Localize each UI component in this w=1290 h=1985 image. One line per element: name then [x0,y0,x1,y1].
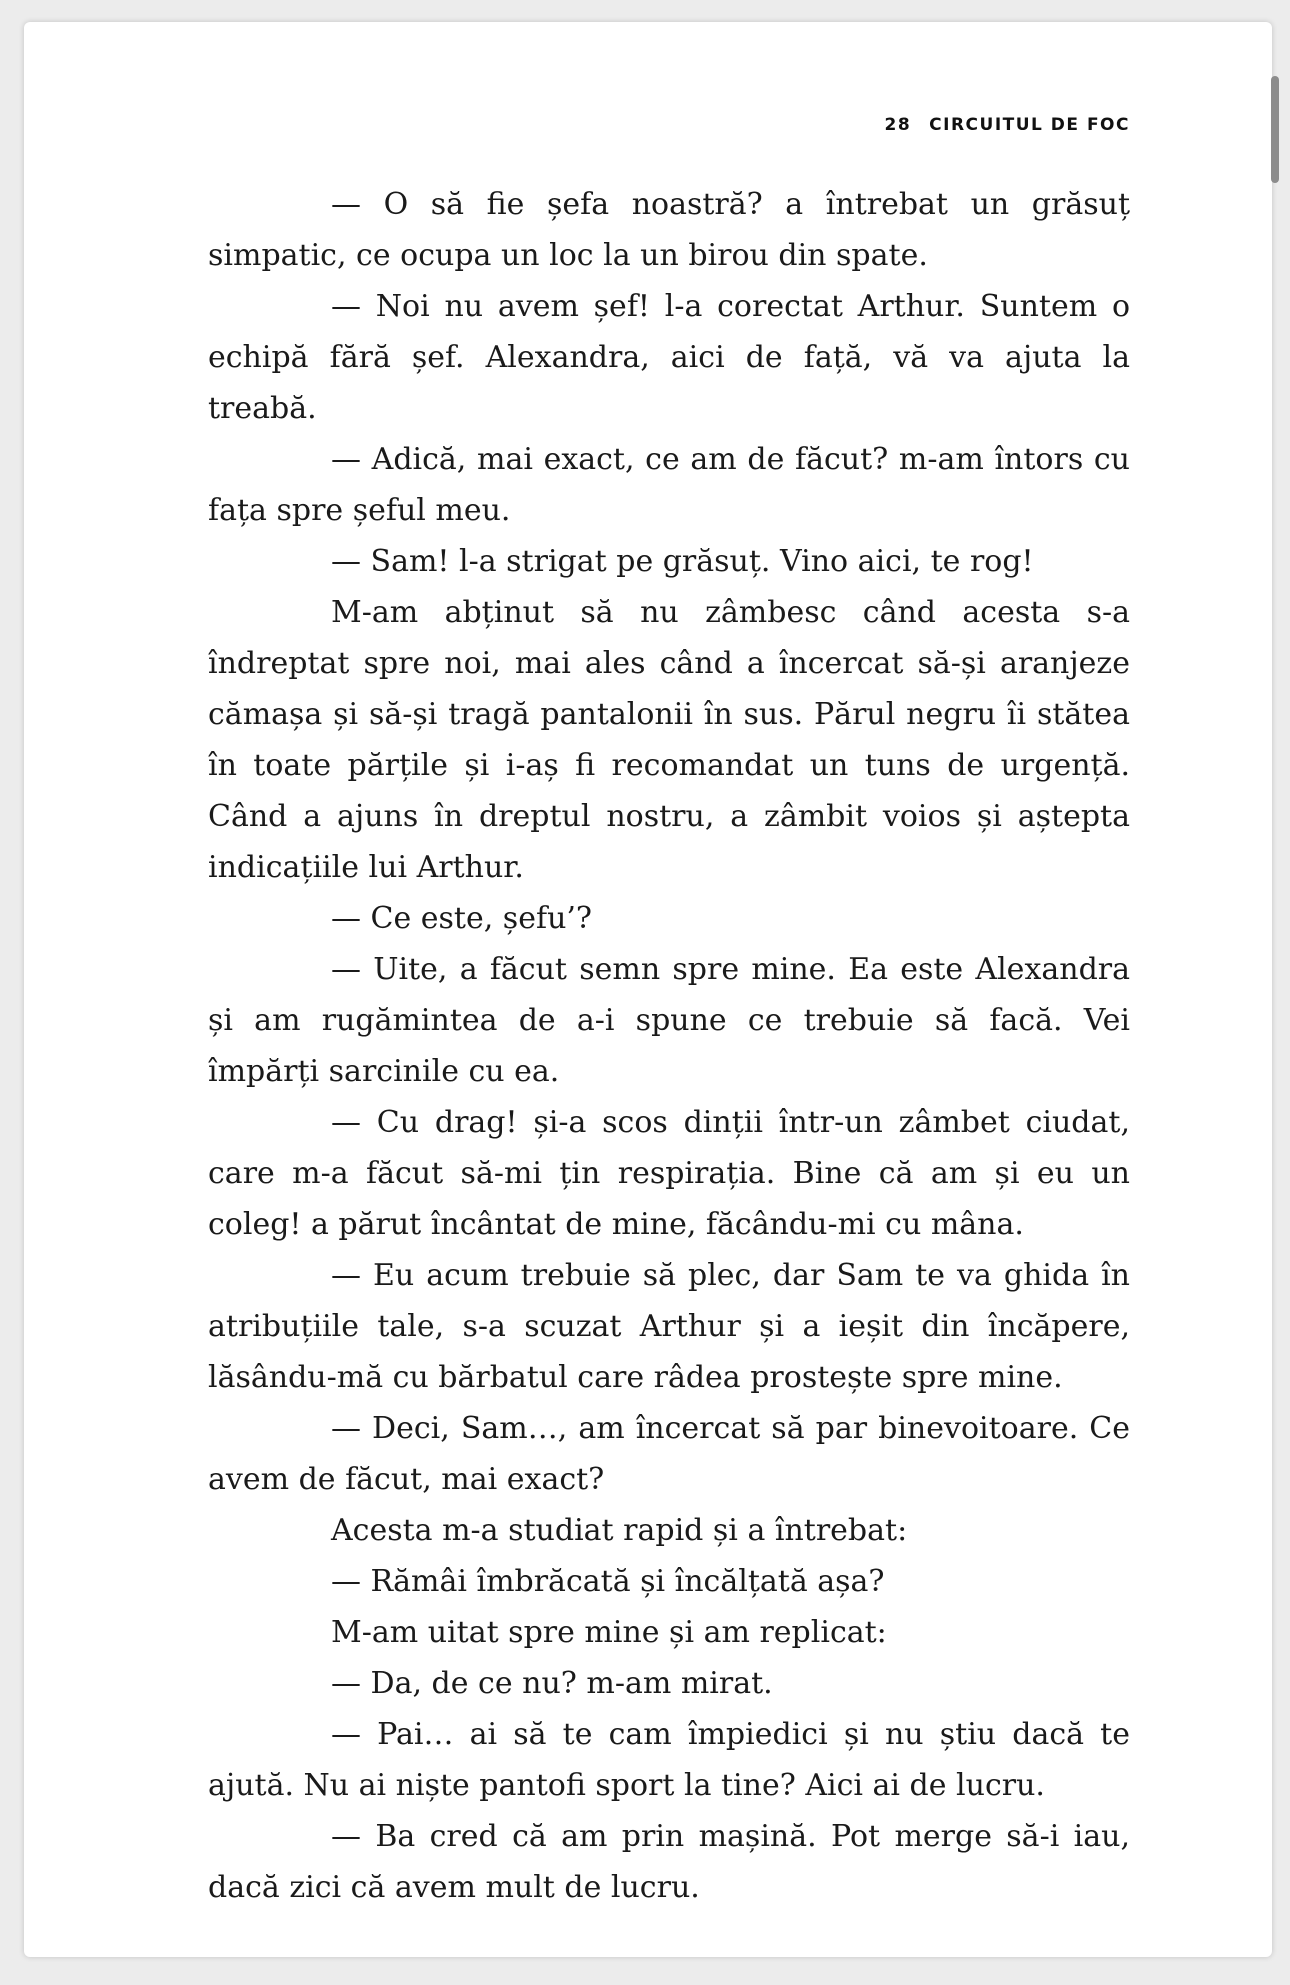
paragraph: — Deci, Sam…, am încercat să par binevoitoare. Ce avem de făcut, mai exact? [208,1411,1130,1497]
paragraph: M-am uitat spre mine și am replicat: [331,1615,887,1650]
paragraph: — Cu drag! și-a scos dinții într-un zâmbet ciudat, care m-a făcut să-mi țin respirația. Bine că am și eu un coleg! a părut încântat de mine, făcându-mi cu mâna. [208,1105,1130,1242]
paragraph: — Pai… ai să te cam împiedici și nu știu dacă te ajută. Nu ai niște pantofi sport la tine? Aici ai de lucru. [208,1717,1130,1803]
scrollbar-thumb[interactable] [1271,76,1279,183]
paragraph: Acesta m-a studiat rapid și a întrebat: [331,1513,908,1548]
paragraph: — Ba cred că am prin mașină. Pot merge să-i iau, dacă zici că avem mult de lucru. [208,1819,1130,1905]
paragraph: — Da, de ce nu? m-am mirat. [331,1666,773,1701]
paragraph: — Ce este, șefu’? [331,901,593,936]
paragraph: — Uite, a făcut semn spre mine. Ea este Alexandra și am rugămintea de a-i spune ce trebuie să facă. Vei împărți sarcinile cu ea. [208,952,1130,1089]
body-text [208,179,1130,1913]
paragraph: M-am abținut să nu zâmbesc când acesta s-a îndreptat spre noi, mai ales când a încercat să-și aranjeze cămașa și să-și tragă pantalonii în sus. Părul negru îi stătea în toate părțile și i-aș fi recomandat un tuns de urgență. Când a ajuns în dreptul nostru, a zâmbit voios și aștepta indicațiile lui Arthur. [208,595,1130,885]
paragraph: — Rămâi îmbrăcată și încălțată așa? [331,1564,885,1599]
paragraph: — Adică, mai exact, ce am de făcut? m-am întors cu fața spre șeful meu. [208,442,1130,528]
paragraph: — Noi nu avem șef! l-a corectat Arthur. Suntem o echipă fără șef. Alexandra, aici de față, vă va ajuta la treabă. [208,289,1130,426]
page-number: 28 [884,115,912,135]
paragraph: — Sam! l-a strigat pe grăsuț. Vino aici, te rog! [331,544,1034,579]
paragraph: — O să fie șefa noastră? a întrebat un grăsuț simpatic, ce ocupa un loc la un birou din spate. [208,187,1130,273]
paragraph: — Eu acum trebuie să plec, dar Sam te va ghida în atribuțiile tale, s-a scuzat Arthur și a ieșit din încăpere, lăsându-mă cu bărbatul care râdea prostește spre mine. [208,1258,1130,1395]
running-head [700,115,1130,135]
book-title: CIRCUITUL DE FOC [929,115,1130,135]
